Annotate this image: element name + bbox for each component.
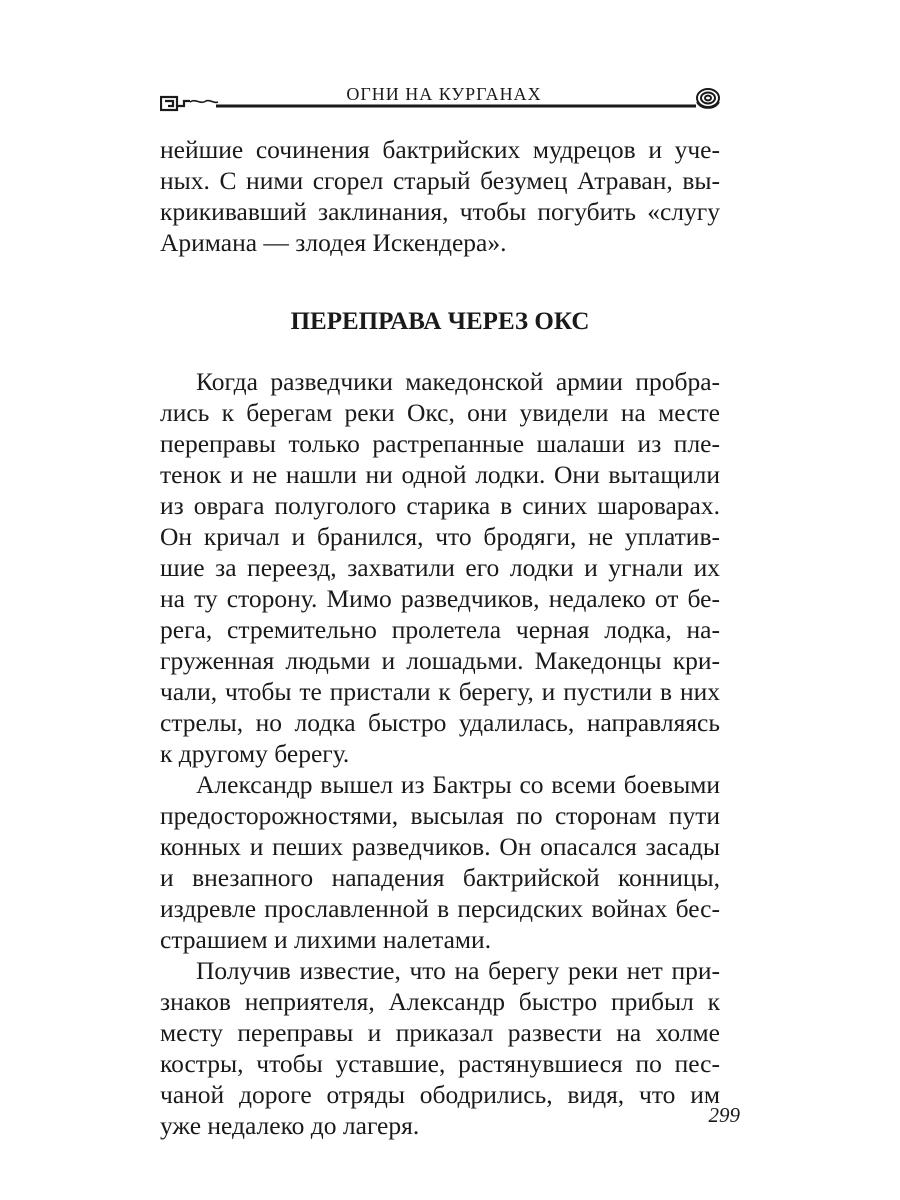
text-line: лись к берегам реки Окс, они увидели на месте (160, 398, 720, 427)
body-text (160, 134, 720, 258)
body-text-main (160, 366, 720, 1141)
text-line: издревле прославленной в персидских войнах бес- (160, 894, 720, 923)
text-line: стрелы, но лодка быстро удалилась, направляясь (160, 708, 720, 737)
text-line: страшием и лихими налетами. (160, 925, 492, 954)
running-head-title: ОГНИ НА КУРГАНАХ (346, 84, 542, 104)
text-line: чаной дороге отряды ободрились, видя, что им (160, 1080, 720, 1109)
paragraph-3 (160, 955, 720, 1141)
text-line: к другому берегу. (160, 739, 350, 768)
text-line: переправы только растрепанные шалаши из пле- (160, 429, 720, 458)
text-line: тенок и не нашли ни одной лодки. Они вытащили (160, 460, 720, 489)
text-line: Получив известие, что на берегу реки нет при- (196, 956, 720, 985)
text-line: нейшие сочинения бактрийских мудрецов и уче- (160, 135, 720, 164)
paragraph-2 (160, 769, 720, 955)
page-number: 299 (708, 1103, 740, 1127)
text-line: костры, чтобы уставшие, растянувшиеся по пес- (160, 1049, 720, 1078)
text-line: чали, чтобы те пристали к берегу, и пустили в них (160, 677, 720, 706)
text-line: шие за переезд, захватили его лодки и угнали их (160, 553, 720, 582)
text-line: рега, стремительно пролетела черная лодка, на- (160, 615, 720, 644)
text-line: месту переправы и приказал развести на холме (160, 1018, 720, 1047)
paragraph-1 (160, 366, 720, 769)
text-line: крикивавший заклинания, чтобы погубить «слугу (160, 197, 720, 226)
text-line: ных. С ними сгорел старый безумец Атраван, вы- (160, 166, 720, 195)
running-head (160, 80, 728, 120)
text-line: знаков неприятеля, Александр быстро прибыл к (160, 987, 720, 1016)
text-line: Александр вышел из Бактры со всеми боевыми (196, 770, 720, 799)
text-line: уже недалеко до лагеря. (160, 1111, 420, 1140)
chapter-heading: ПЕРЕПРАВА ЧЕРЕЗ ОКС (290, 308, 590, 335)
text-line: из оврага полуголого старика в синих шароварах. (160, 491, 720, 520)
text-line: Он кричал и бранился, что бродяги, не уплатив- (160, 522, 720, 551)
text-line: предосторожностями, высылая по сторонам пути (160, 801, 720, 830)
text-line: Когда разведчики македонской армии пробра- (196, 367, 720, 396)
text-line: конных и пеших разведчиков. Он опасался засады (160, 832, 720, 861)
text-line: на ту сторону. Мимо разведчиков, недалеко от бе- (160, 584, 720, 613)
text-line: и внезапного нападения бактрийской конницы, (160, 863, 720, 892)
text-line: Аримана — злодея Искендера». (160, 228, 507, 257)
paragraph-continuation (160, 134, 720, 258)
text-line: груженная людьми и лошадьми. Македонцы кри- (160, 646, 720, 675)
